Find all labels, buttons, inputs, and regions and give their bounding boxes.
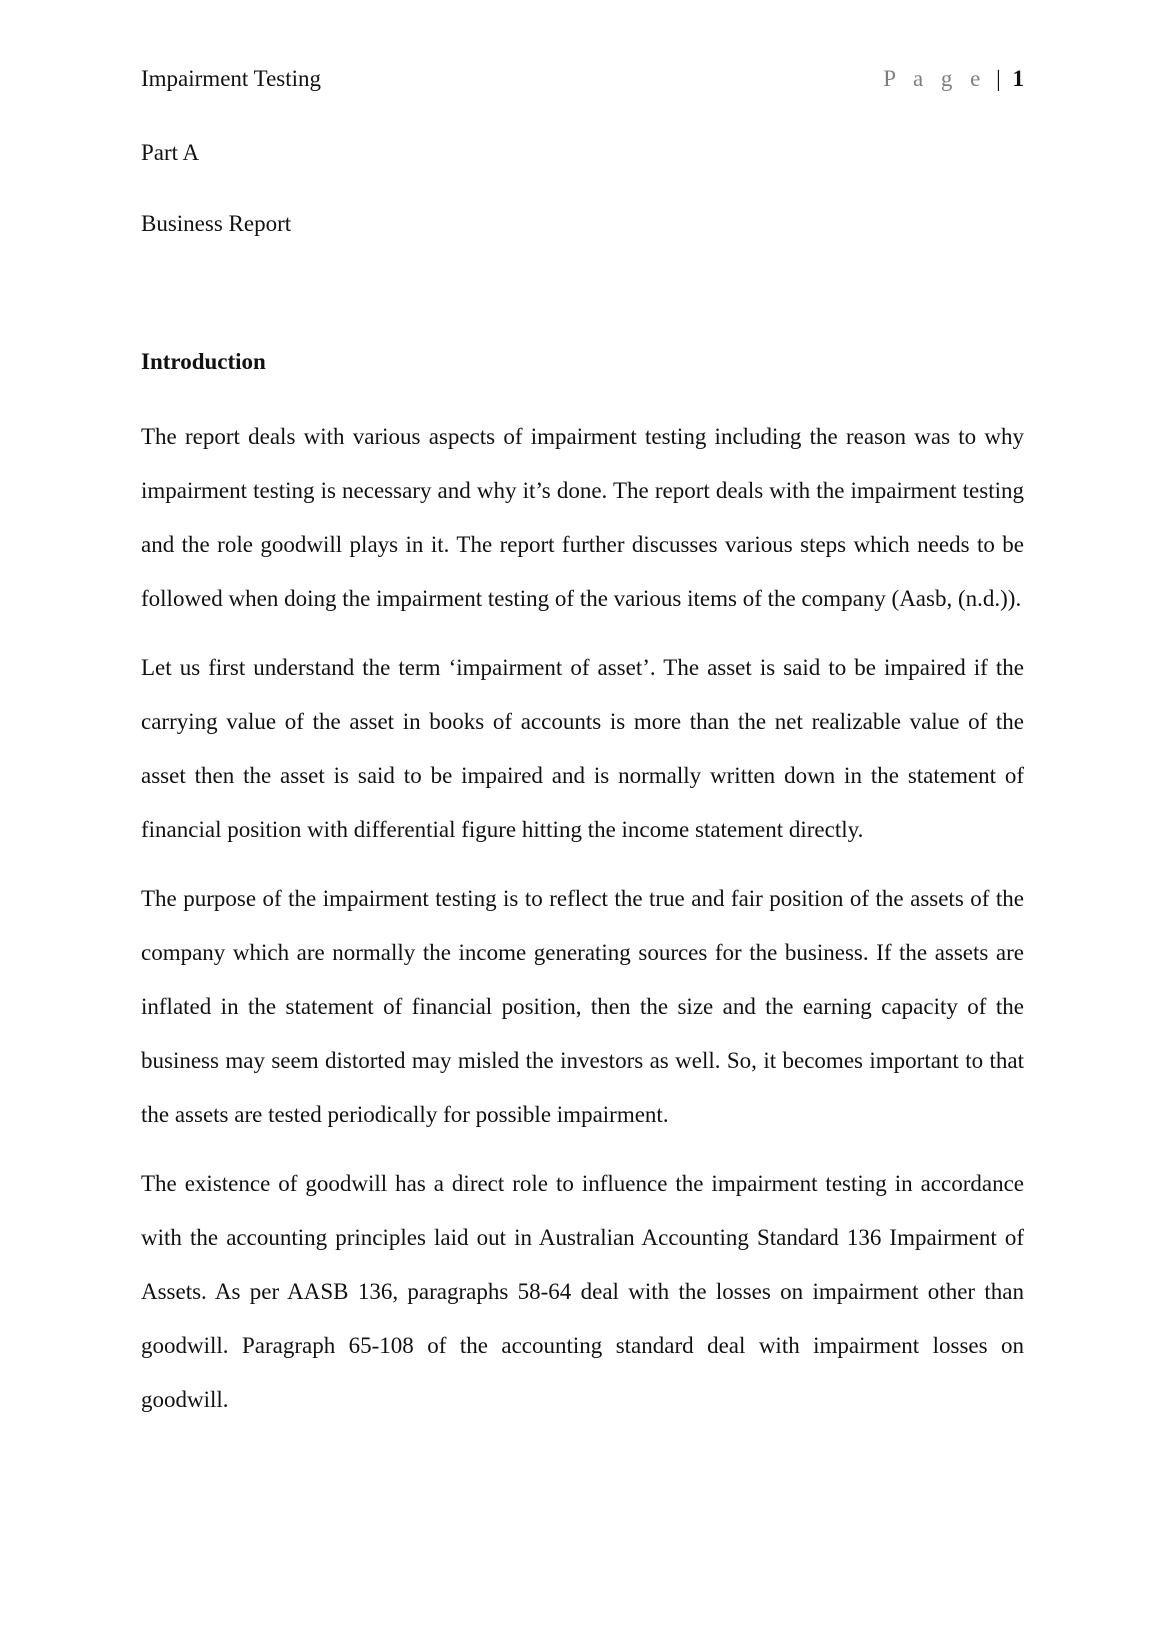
paragraph: The existence of goodwill has a direct role to influence the impairment testing in accordance with the accounting principles laid out in Australian Accounting Standard 136 Impairment of Assets. As per AASB 136, paragraphs 58-64 deal with the losses on impairment other than goodwill. Paragraph 65-108 of the accounting standard deal with impairment losses on goodwill.	[141, 1171, 1024, 1412]
page-header	[141, 66, 1024, 100]
page-separator: |	[996, 66, 1001, 91]
paragraph: The purpose of the impairment testing is to reflect the true and fair position of the assets of the company which are normally the income generating sources for the business. If the assets are inflated in the statement of financial position, then the size and the earning capacity of the business may seem distorted may misled the investors as well. So, it becomes important to that the assets are tested periodically for possible impairment.	[141, 886, 1024, 1127]
paragraph: The report deals with various aspects of impairment testing including the reason was to why impairment testing is necessary and why it’s done. The report deals with the impairment testing and the role goodwill plays in it. The report further discusses various steps which needs to be followed when doing the impairment testing of the various items of the company (Aasb, (n.d.)).	[141, 424, 1024, 611]
section-heading: Introduction	[141, 349, 266, 374]
page-number-indicator	[883, 66, 1024, 92]
report-subtitle: Business Report	[141, 211, 292, 236]
page-label: P a g e	[883, 66, 987, 91]
page-number: 1	[1012, 66, 1024, 91]
part-label: Part A	[141, 140, 200, 165]
header-title: Impairment Testing	[141, 66, 322, 91]
section-body	[141, 410, 1024, 1442]
paragraph: Let us first understand the term ‘impairment of asset’. The asset is said to be impaired if the carrying value of the asset in books of accounts is more than the net realizable value of the asset then the asset is said to be impaired and is normally written down in the statement of financial position with differential figure hitting the income statement directly.	[141, 655, 1024, 842]
